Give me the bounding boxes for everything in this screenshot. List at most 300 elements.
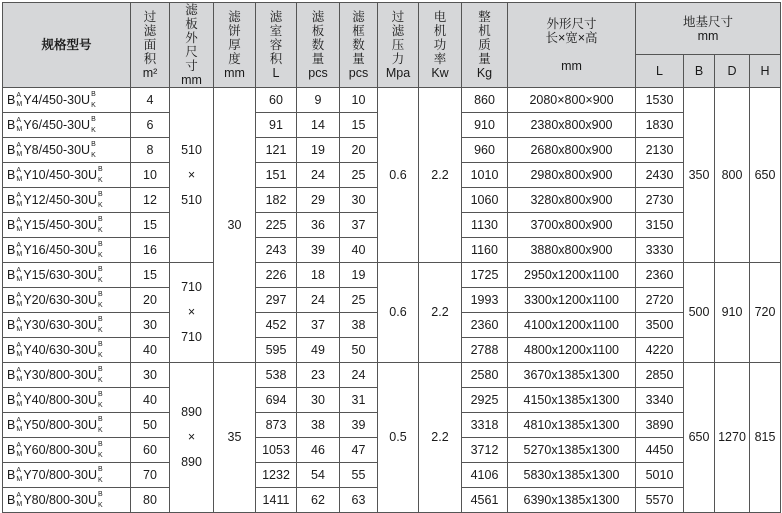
model-prefix: B	[7, 292, 16, 307]
chamber-volume-cell: 1411	[256, 488, 297, 513]
foundation-l-cell: 2360	[636, 263, 684, 288]
overall-dimensions-cell: 3880x800x900	[508, 238, 636, 263]
area-cell: 30	[131, 363, 170, 388]
model-prefix-marks	[15, 118, 23, 132]
model-suffix-sup: B	[98, 491, 103, 499]
overall-dimensions-cell: 6390x1385x1300	[508, 488, 636, 513]
model-suffix-sub: K	[98, 227, 103, 235]
foundation-b-cell: 500	[684, 263, 715, 363]
header-frame-quantity: 滤 框 数 量 pcs	[340, 3, 378, 88]
model-cell	[3, 363, 131, 388]
model-cell	[3, 238, 131, 263]
model-cell	[3, 138, 131, 163]
model-suffix-sup: B	[98, 341, 103, 349]
chamber-volume-cell: 452	[256, 313, 297, 338]
machine-weight-cell: 1160	[462, 238, 508, 263]
frame-quantity-cell: 19	[340, 263, 378, 288]
model-suffix-sup: B	[98, 216, 103, 224]
overall-dimensions-cell: 3670x1385x1300	[508, 363, 636, 388]
model-name: Y40/630-30U	[23, 342, 98, 357]
model-cell	[3, 313, 131, 338]
model-suffix-sub: K	[91, 102, 96, 110]
chamber-volume-cell: 595	[256, 338, 297, 363]
chamber-volume-cell: 91	[256, 113, 297, 138]
model-prefix-sub: M	[16, 426, 23, 434]
header-machine-weight: 整 机 质 量 Kg	[462, 3, 508, 88]
table-row	[3, 363, 781, 388]
area-cell: 6	[131, 113, 170, 138]
foundation-l-cell: 4220	[636, 338, 684, 363]
foundation-l-cell: 2850	[636, 363, 684, 388]
header-foundation-d: D	[715, 55, 750, 88]
overall-dimensions-cell: 4800x1200x1100	[508, 338, 636, 363]
area-cell: 16	[131, 238, 170, 263]
model-name: Y10/450-30U	[23, 167, 98, 182]
model-suffix-marks	[90, 141, 98, 160]
foundation-d-cell: 1270	[715, 363, 750, 513]
overall-dimensions-cell: 2380x800x900	[508, 113, 636, 138]
machine-weight-cell: 3318	[462, 413, 508, 438]
model-prefix-sub: M	[16, 251, 23, 259]
frame-quantity-cell: 63	[340, 488, 378, 513]
machine-weight-cell: 1010	[462, 163, 508, 188]
model-suffix-sup: B	[91, 116, 96, 124]
chamber-volume-cell: 1053	[256, 438, 297, 463]
model-suffix-sub: K	[98, 327, 103, 335]
chamber-volume-cell: 297	[256, 288, 297, 313]
table-row	[3, 88, 781, 113]
motor-power-cell: 2.2	[419, 88, 462, 263]
model-cell	[3, 163, 131, 188]
machine-weight-cell: 1993	[462, 288, 508, 313]
model-prefix: B	[7, 167, 16, 182]
model-prefix-sub: M	[16, 401, 23, 409]
plate-quantity-cell: 54	[297, 463, 340, 488]
model-prefix-marks	[15, 418, 23, 432]
area-cell: 30	[131, 313, 170, 338]
model-prefix-sup: A	[16, 467, 22, 475]
model-suffix-marks	[90, 116, 98, 135]
foundation-l-cell: 2130	[636, 138, 684, 163]
foundation-l-cell: 2730	[636, 188, 684, 213]
foundation-l-cell: 3500	[636, 313, 684, 338]
model-prefix: B	[7, 267, 16, 282]
model-suffix-sub: K	[98, 477, 103, 485]
area-cell: 15	[131, 213, 170, 238]
header-foundation-b: B	[684, 55, 715, 88]
foundation-l-cell: 1830	[636, 113, 684, 138]
plate-quantity-cell: 36	[297, 213, 340, 238]
model-suffix-sup: B	[91, 141, 96, 149]
frame-quantity-cell: 55	[340, 463, 378, 488]
overall-dimensions-cell: 3300x1200x1100	[508, 288, 636, 313]
chamber-volume-cell: 538	[256, 363, 297, 388]
foundation-d-cell: 800	[715, 88, 750, 263]
model-suffix-marks	[97, 216, 105, 235]
model-prefix-marks	[15, 368, 23, 382]
model-suffix-sub: K	[98, 277, 103, 285]
foundation-l-cell: 2720	[636, 288, 684, 313]
header-motor-power: 电 机 功 率 Kw	[419, 3, 462, 88]
model-suffix-marks	[97, 241, 105, 260]
overall-dimensions-cell: 5830x1385x1300	[508, 463, 636, 488]
plate-quantity-cell: 46	[297, 438, 340, 463]
model-name: Y6/450-30U	[23, 117, 91, 132]
model-suffix-marks	[97, 341, 105, 360]
model-cell	[3, 338, 131, 363]
model-cell	[3, 488, 131, 513]
chamber-volume-cell: 151	[256, 163, 297, 188]
filter-press-spec-table	[2, 2, 781, 513]
chamber-volume-cell: 182	[256, 188, 297, 213]
header-foundation-h: H	[750, 55, 781, 88]
area-cell: 12	[131, 188, 170, 213]
model-prefix-sup: A	[16, 192, 22, 200]
machine-weight-cell: 1130	[462, 213, 508, 238]
model-suffix-marks	[97, 191, 105, 210]
filter-pressure-cell: 0.6	[378, 263, 419, 363]
model-prefix-sub: M	[16, 501, 23, 509]
overall-dimensions-cell: 4100x1200x1100	[508, 313, 636, 338]
model-name: Y30/630-30U	[23, 317, 98, 332]
model-prefix: B	[7, 142, 16, 157]
frame-quantity-cell: 20	[340, 138, 378, 163]
model-suffix-sup: B	[98, 316, 103, 324]
model-prefix-sub: M	[16, 201, 23, 209]
cake-thickness-cell: 35	[214, 363, 256, 513]
model-prefix-marks	[15, 468, 23, 482]
model-prefix-sub: M	[16, 351, 23, 359]
model-suffix-sup: B	[91, 91, 96, 99]
model-prefix-sub: M	[16, 326, 23, 334]
filter-pressure-cell: 0.6	[378, 88, 419, 263]
motor-power-cell: 2.2	[419, 363, 462, 513]
model-suffix-marks	[97, 391, 105, 410]
plate-size-cell: 510 × 510	[170, 88, 214, 263]
chamber-volume-cell: 694	[256, 388, 297, 413]
model-prefix: B	[7, 367, 16, 382]
model-suffix-marks	[97, 466, 105, 485]
model-name: Y8/450-30U	[23, 142, 91, 157]
area-cell: 80	[131, 488, 170, 513]
model-suffix-sub: K	[98, 302, 103, 310]
model-suffix-marks	[97, 491, 105, 510]
chamber-volume-cell: 873	[256, 413, 297, 438]
header-plate-size: 滤 板 外 尺 寸 mm	[170, 3, 214, 88]
model-prefix-marks	[15, 218, 23, 232]
machine-weight-cell: 860	[462, 88, 508, 113]
plate-quantity-cell: 62	[297, 488, 340, 513]
overall-dimensions-cell: 2950x1200x1100	[508, 263, 636, 288]
model-suffix-sub: K	[91, 127, 96, 135]
model-prefix-sup: A	[16, 242, 22, 250]
model-prefix-sup: A	[16, 217, 22, 225]
area-cell: 60	[131, 438, 170, 463]
machine-weight-cell: 2788	[462, 338, 508, 363]
foundation-b-cell: 350	[684, 88, 715, 263]
model-name: Y30/800-30U	[23, 367, 98, 382]
model-prefix-marks	[15, 143, 23, 157]
model-suffix-marks	[97, 316, 105, 335]
model-prefix-marks	[15, 343, 23, 357]
area-cell: 40	[131, 388, 170, 413]
header-chamber-volume: 滤 室 容 积 L	[256, 3, 297, 88]
header-area: 过 滤 面 积 m²	[131, 3, 170, 88]
model-prefix-marks	[15, 293, 23, 307]
model-suffix-marks	[97, 441, 105, 460]
model-prefix-sub: M	[16, 176, 23, 184]
model-prefix-sup: A	[16, 367, 22, 375]
model-name: Y12/450-30U	[23, 192, 98, 207]
model-suffix-sub: K	[98, 202, 103, 210]
foundation-l-cell: 3150	[636, 213, 684, 238]
motor-power-cell: 2.2	[419, 263, 462, 363]
frame-quantity-cell: 47	[340, 438, 378, 463]
model-prefix-marks	[15, 168, 23, 182]
header-foundation-size: 地基尺寸 mm	[636, 3, 781, 55]
model-prefix-sup: A	[16, 292, 22, 300]
model-name: Y20/630-30U	[23, 292, 98, 307]
chamber-volume-cell: 225	[256, 213, 297, 238]
model-prefix-sup: A	[16, 342, 22, 350]
model-suffix-sub: K	[98, 402, 103, 410]
chamber-volume-cell: 226	[256, 263, 297, 288]
machine-weight-cell: 2360	[462, 313, 508, 338]
model-prefix-sup: A	[16, 417, 22, 425]
model-cell	[3, 388, 131, 413]
foundation-h-cell: 720	[750, 263, 781, 363]
model-suffix-sup: B	[98, 391, 103, 399]
plate-quantity-cell: 37	[297, 313, 340, 338]
model-prefix-sub: M	[16, 151, 23, 159]
model-prefix-sup: A	[16, 92, 22, 100]
model-suffix-sub: K	[98, 252, 103, 260]
model-suffix-sup: B	[98, 291, 103, 299]
model-name: Y80/800-30U	[23, 492, 98, 507]
machine-weight-cell: 910	[462, 113, 508, 138]
model-prefix: B	[7, 117, 16, 132]
plate-quantity-cell: 9	[297, 88, 340, 113]
area-cell: 20	[131, 288, 170, 313]
frame-quantity-cell: 38	[340, 313, 378, 338]
overall-dimensions-cell: 3280x800x900	[508, 188, 636, 213]
filter-pressure-cell: 0.5	[378, 363, 419, 513]
frame-quantity-cell: 25	[340, 288, 378, 313]
cake-thickness-cell: 30	[214, 88, 256, 363]
model-cell	[3, 88, 131, 113]
model-suffix-marks	[97, 416, 105, 435]
model-suffix-marks	[97, 291, 105, 310]
frame-quantity-cell: 10	[340, 88, 378, 113]
model-suffix-marks	[97, 166, 105, 185]
model-prefix-marks	[15, 443, 23, 457]
model-prefix-sub: M	[16, 226, 23, 234]
model-suffix-sup: B	[98, 366, 103, 374]
model-suffix-sub: K	[98, 502, 103, 510]
model-suffix-marks	[97, 366, 105, 385]
foundation-l-cell: 1530	[636, 88, 684, 113]
model-prefix-marks	[15, 93, 23, 107]
model-name: Y4/450-30U	[23, 92, 91, 107]
frame-quantity-cell: 30	[340, 188, 378, 213]
foundation-l-cell: 2430	[636, 163, 684, 188]
model-prefix: B	[7, 217, 16, 232]
foundation-d-cell: 910	[715, 263, 750, 363]
model-suffix-sup: B	[98, 416, 103, 424]
frame-quantity-cell: 25	[340, 163, 378, 188]
machine-weight-cell: 2580	[462, 363, 508, 388]
spec-table-body	[3, 88, 781, 513]
chamber-volume-cell: 121	[256, 138, 297, 163]
area-cell: 4	[131, 88, 170, 113]
machine-weight-cell: 2925	[462, 388, 508, 413]
area-cell: 50	[131, 413, 170, 438]
frame-quantity-cell: 50	[340, 338, 378, 363]
model-prefix-marks	[15, 493, 23, 507]
plate-size-cell: 890 × 890	[170, 363, 214, 513]
plate-quantity-cell: 38	[297, 413, 340, 438]
model-prefix-sub: M	[16, 476, 23, 484]
frame-quantity-cell: 24	[340, 363, 378, 388]
model-prefix-sup: A	[16, 267, 22, 275]
frame-quantity-cell: 37	[340, 213, 378, 238]
model-prefix: B	[7, 492, 16, 507]
model-cell	[3, 438, 131, 463]
overall-dimensions-cell: 2980x800x900	[508, 163, 636, 188]
foundation-b-cell: 650	[684, 363, 715, 513]
model-prefix-sup: A	[16, 317, 22, 325]
model-prefix-sub: M	[16, 376, 23, 384]
model-prefix-sub: M	[16, 451, 23, 459]
plate-quantity-cell: 24	[297, 288, 340, 313]
machine-weight-cell: 3712	[462, 438, 508, 463]
model-name: Y60/800-30U	[23, 442, 98, 457]
table-row	[3, 263, 781, 288]
overall-dimensions-cell: 4150x1385x1300	[508, 388, 636, 413]
model-name: Y40/800-30U	[23, 392, 98, 407]
overall-dimensions-cell: 5270x1385x1300	[508, 438, 636, 463]
plate-quantity-cell: 29	[297, 188, 340, 213]
model-suffix-sub: K	[98, 377, 103, 385]
model-prefix-marks	[15, 393, 23, 407]
model-cell	[3, 263, 131, 288]
machine-weight-cell: 1060	[462, 188, 508, 213]
model-prefix: B	[7, 417, 16, 432]
header-filter-pressure: 过 滤 压 力 Mpa	[378, 3, 419, 88]
model-prefix-sub: M	[16, 276, 23, 284]
model-name: Y70/800-30U	[23, 467, 98, 482]
frame-quantity-cell: 15	[340, 113, 378, 138]
area-cell: 70	[131, 463, 170, 488]
overall-dimensions-cell: 4810x1385x1300	[508, 413, 636, 438]
foundation-l-cell: 3340	[636, 388, 684, 413]
model-cell	[3, 113, 131, 138]
model-suffix-sup: B	[98, 166, 103, 174]
machine-weight-cell: 4561	[462, 488, 508, 513]
plate-quantity-cell: 24	[297, 163, 340, 188]
frame-quantity-cell: 31	[340, 388, 378, 413]
model-cell	[3, 213, 131, 238]
model-prefix-marks	[15, 268, 23, 282]
model-cell	[3, 463, 131, 488]
plate-quantity-cell: 18	[297, 263, 340, 288]
model-name: Y50/800-30U	[23, 417, 98, 432]
model-suffix-sub: K	[91, 152, 96, 160]
overall-dimensions-cell: 2680x800x900	[508, 138, 636, 163]
model-prefix: B	[7, 392, 16, 407]
overall-dimensions-cell: 3700x800x900	[508, 213, 636, 238]
model-prefix-sup: A	[16, 167, 22, 175]
machine-weight-cell: 1725	[462, 263, 508, 288]
model-prefix-marks	[15, 243, 23, 257]
chamber-volume-cell: 60	[256, 88, 297, 113]
model-cell	[3, 413, 131, 438]
model-prefix-sup: A	[16, 442, 22, 450]
model-name: Y15/450-30U	[23, 217, 98, 232]
model-prefix: B	[7, 317, 16, 332]
plate-quantity-cell: 19	[297, 138, 340, 163]
model-suffix-marks	[97, 266, 105, 285]
model-suffix-marks	[90, 91, 98, 110]
frame-quantity-cell: 40	[340, 238, 378, 263]
header-foundation-l: L	[636, 55, 684, 88]
model-suffix-sub: K	[98, 427, 103, 435]
model-prefix-marks	[15, 318, 23, 332]
model-suffix-sub: K	[98, 352, 103, 360]
foundation-h-cell: 815	[750, 363, 781, 513]
model-suffix-sup: B	[98, 266, 103, 274]
model-cell	[3, 188, 131, 213]
model-prefix-sup: A	[16, 492, 22, 500]
model-suffix-sub: K	[98, 452, 103, 460]
header-overall-dimensions: 外形尺寸 长×宽×高 mm	[508, 3, 636, 88]
foundation-l-cell: 3330	[636, 238, 684, 263]
model-prefix: B	[7, 242, 16, 257]
area-cell: 8	[131, 138, 170, 163]
model-name: Y16/450-30U	[23, 242, 98, 257]
header-plate-quantity: 滤 板 数 量 pcs	[297, 3, 340, 88]
foundation-l-cell: 5570	[636, 488, 684, 513]
model-suffix-sup: B	[98, 191, 103, 199]
model-prefix-sub: M	[16, 101, 23, 109]
overall-dimensions-cell: 2080×800×900	[508, 88, 636, 113]
model-prefix-sup: A	[16, 117, 22, 125]
frame-quantity-cell: 39	[340, 413, 378, 438]
model-prefix-marks	[15, 193, 23, 207]
model-prefix: B	[7, 342, 16, 357]
plate-size-cell: 710 × 710	[170, 263, 214, 363]
foundation-l-cell: 5010	[636, 463, 684, 488]
machine-weight-cell: 960	[462, 138, 508, 163]
plate-quantity-cell: 39	[297, 238, 340, 263]
model-prefix-sub: M	[16, 301, 23, 309]
plate-quantity-cell: 14	[297, 113, 340, 138]
model-cell	[3, 288, 131, 313]
plate-quantity-cell: 30	[297, 388, 340, 413]
model-prefix-sup: A	[16, 392, 22, 400]
area-cell: 10	[131, 163, 170, 188]
model-suffix-sub: K	[98, 177, 103, 185]
area-cell: 40	[131, 338, 170, 363]
model-suffix-sup: B	[98, 441, 103, 449]
area-cell: 15	[131, 263, 170, 288]
plate-quantity-cell: 49	[297, 338, 340, 363]
header-cake-thickness: 滤 饼 厚 度 mm	[214, 3, 256, 88]
foundation-l-cell: 4450	[636, 438, 684, 463]
model-suffix-sup: B	[98, 241, 103, 249]
model-prefix: B	[7, 442, 16, 457]
foundation-h-cell: 650	[750, 88, 781, 263]
